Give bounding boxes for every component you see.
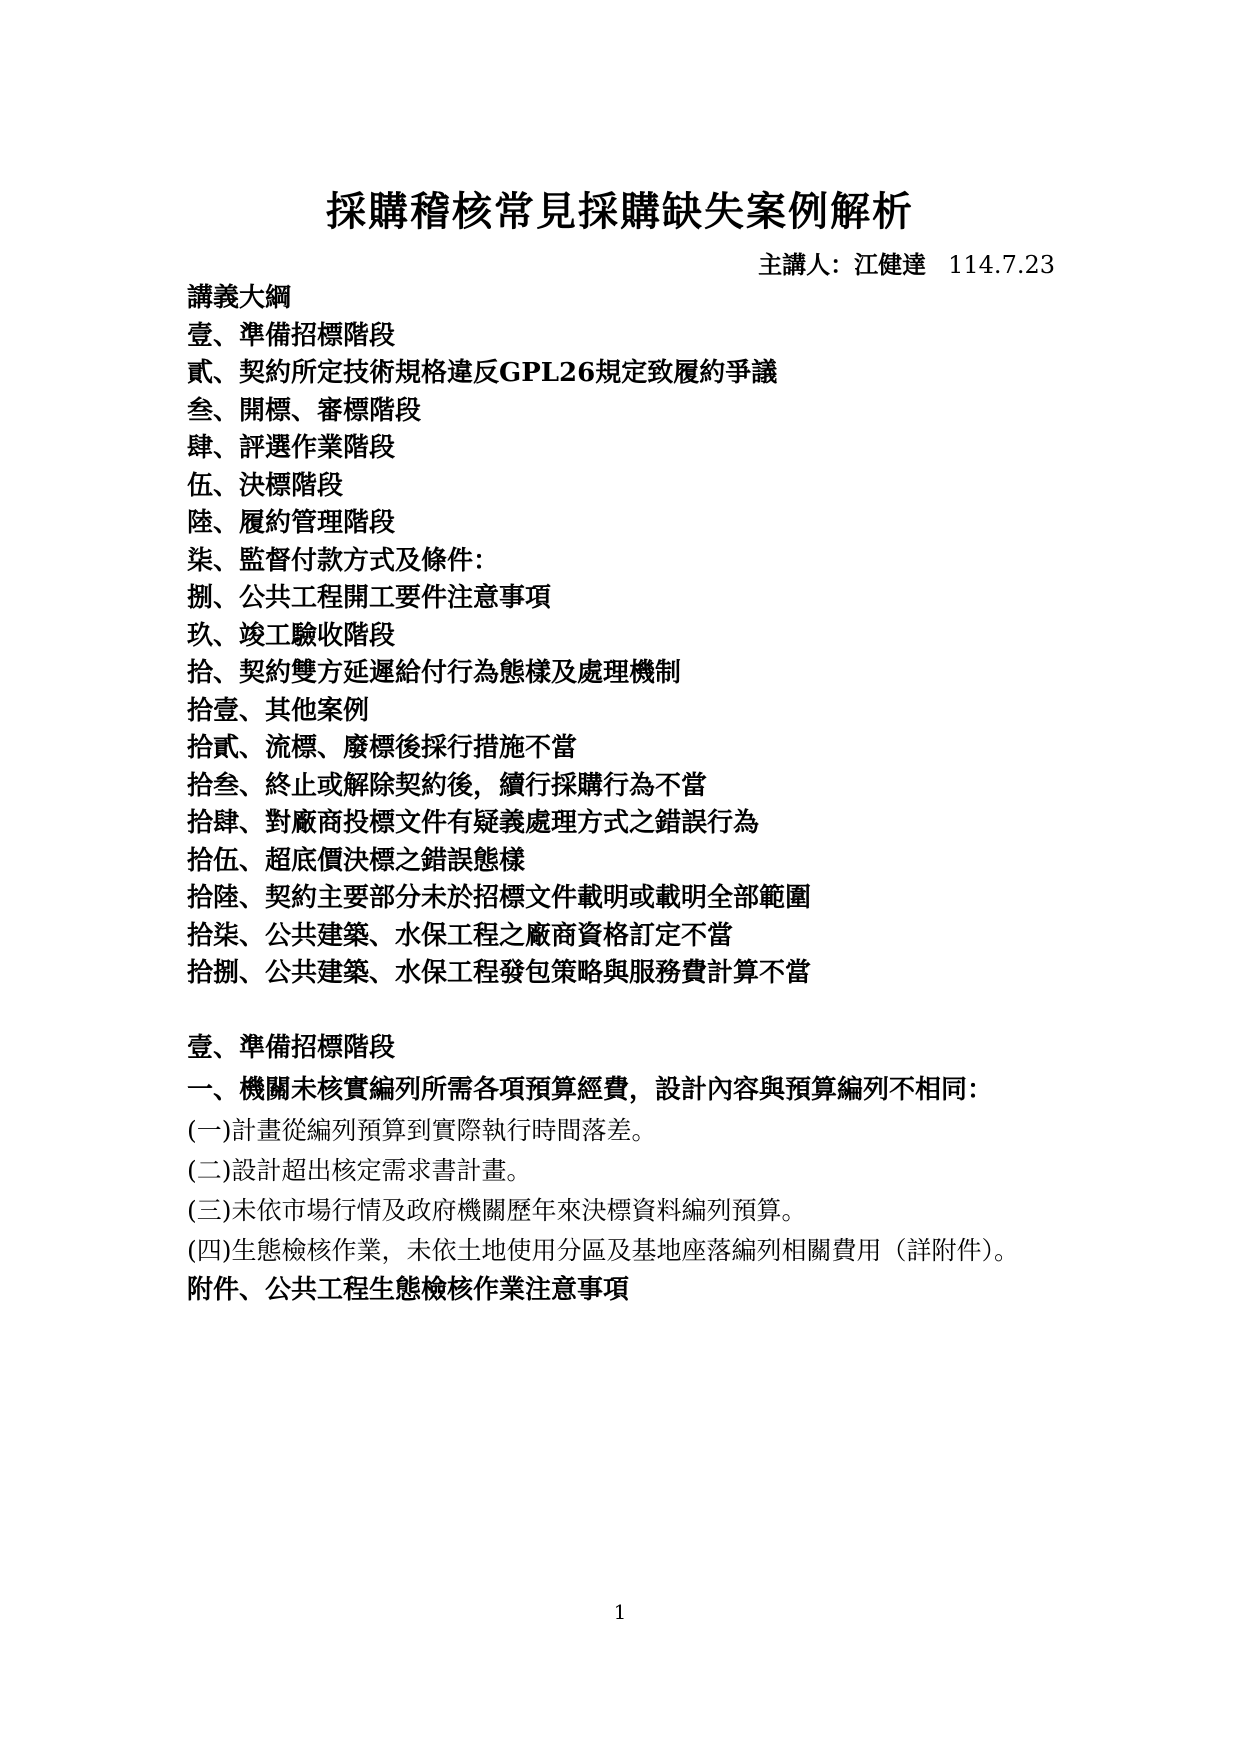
outline-item: 拾柒、公共建築、水保工程之廠商資格訂定不當 (187, 920, 734, 951)
lecture-date: 114.7.23 (948, 251, 1055, 279)
outline-item: 拾肆、對廠商投標文件有疑義處理方式之錯誤行為 (187, 808, 760, 838)
outline-item: 貳、契約所定技術規格違反GPL26規定致履約爭議 (187, 358, 778, 388)
speaker-name: 主講人：江健達 (758, 250, 927, 279)
outline-item: 玖、竣工驗收階段 (187, 620, 396, 651)
list-item: (一)計畫從編列預算到實際執行時間落差。 (187, 1115, 657, 1145)
outline-item: 拾陸、契約主要部分未於招標文件載明或載明全部範圍 (187, 883, 812, 913)
list-item: (四)生態檢核作業，未依土地使用分區及基地座落編列相關費用（詳附件）。 (187, 1235, 1020, 1265)
speaker-line (758, 245, 1055, 280)
subsection-title: 一、機關未核實編列所需各項預算經費，設計內容與預算編列不相同： (187, 1074, 994, 1105)
outline-item: 拾壹、其他案例 (187, 695, 370, 726)
outline-item: 拾、契約雙方延遲給付行為態樣及處理機制 (187, 658, 682, 688)
outline-item: 拾貳、流標、廢標後採行措施不當 (187, 733, 578, 763)
outline-item: 拾捌、公共建築、水保工程發包策略與服務費計算不當 (187, 958, 812, 988)
outline-heading: 講義大綱 (187, 283, 292, 313)
outline-item: 肆、評選作業階段 (187, 433, 396, 463)
attachment-title: 附件、公共工程生態檢核作業注意事項 (187, 1274, 630, 1305)
list-item: (三)未依市場行情及政府機關歷年來決標資料編列預算。 (187, 1195, 807, 1225)
outline-item: 陸、履約管理階段 (187, 508, 396, 538)
section-title: 壹、準備招標階段 (187, 1032, 396, 1063)
page-number: 1 (613, 1600, 627, 1624)
section-spacer (187, 993, 1047, 1030)
list-item: (二)設計超出核定需求書計畫。 (187, 1155, 532, 1185)
outline-item: 捌、公共工程開工要件注意事項 (187, 583, 552, 613)
outline-item: 叁、開標、審標階段 (187, 395, 422, 426)
outline-item: 拾伍、超底價決標之錯誤態樣 (187, 845, 526, 876)
outline-item: 柒、監督付款方式及條件： (187, 545, 500, 576)
document-title: 採購稽核常見採購缺失案例解析 (326, 188, 914, 235)
outline-item: 拾叁、終止或解除契約後，續行採購行為不當 (187, 770, 708, 801)
outline-item: 壹、準備招標階段 (187, 320, 396, 351)
document-body (187, 280, 1047, 1309)
outline-item: 伍、決標階段 (187, 470, 344, 501)
